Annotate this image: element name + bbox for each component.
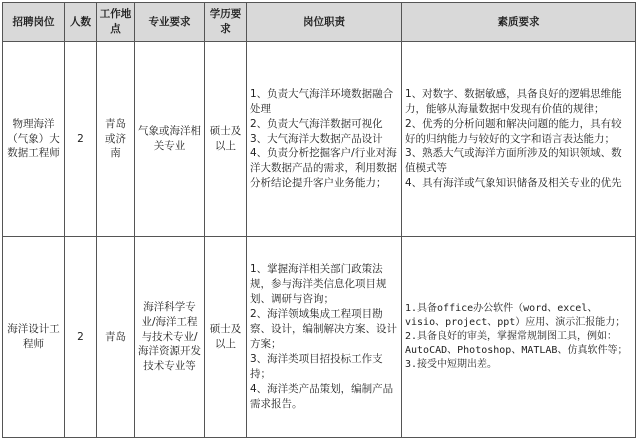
requirement-item: 3、熟悉大气或海洋方面所涉及的知识领域、数值模式等 bbox=[405, 147, 622, 175]
duties-cell bbox=[247, 237, 402, 438]
count-cell: 2 bbox=[65, 42, 97, 237]
requirements-cell bbox=[402, 237, 636, 438]
position-cell: 物理海洋（气象）大数据工程师 bbox=[3, 42, 65, 237]
requirement-item: 3.接受中短期出差。 bbox=[405, 359, 498, 371]
header-duties: 岗位职责 bbox=[247, 3, 402, 42]
requirements-cell bbox=[402, 42, 636, 237]
duty-item: 1、负责大气海洋环境数据融合处理 bbox=[250, 87, 394, 115]
header-row bbox=[3, 3, 636, 42]
table-row bbox=[3, 42, 636, 237]
header-requirements: 素质要求 bbox=[402, 3, 636, 42]
requirement-item: 4、具有海洋或气象知识储备及相关专业的优先 bbox=[405, 177, 622, 190]
major-cell: 海洋科学专业/海洋工程与技术专业/海洋资源开发技术专业等 bbox=[135, 237, 205, 438]
header-position: 招聘岗位 bbox=[3, 3, 65, 42]
recruitment-table bbox=[2, 2, 636, 438]
degree-cell: 硕士及以上 bbox=[205, 237, 247, 438]
duty-item: 3、大气海洋大数据产品设计 bbox=[250, 132, 383, 145]
requirement-item: 1、对数字、数据敏感，具备良好的逻辑思维能力，能够从海量数据中发现有价值的规律； bbox=[405, 87, 622, 115]
major-cell: 气象或海洋相关专业 bbox=[135, 42, 205, 237]
header-major: 专业要求 bbox=[135, 3, 205, 42]
duty-item: 1、掌握海洋相关部门政策法规，参与海洋类信息化项目规划、调研与咨询； bbox=[250, 263, 387, 306]
header-location: 工作地点 bbox=[97, 3, 135, 42]
duty-item: 4、海洋类产品策划，编制产品需求报告。 bbox=[250, 382, 394, 410]
table-row bbox=[3, 237, 636, 438]
duty-item: 2、负责大气海洋数据可视化 bbox=[250, 117, 383, 130]
requirement-item: 1.具备office办公软件（word、excel、visio、project、ppt）应用、演示汇报能力； bbox=[405, 302, 626, 328]
header-count: 人数 bbox=[65, 3, 97, 42]
requirement-item: 2.具备良好的审美，掌握常规制图工具，例如：AutoCAD、Photoshop、MATLAB、仿真软件等； bbox=[405, 330, 628, 357]
duty-item: 3、海洋类项目招投标工作支持； bbox=[250, 352, 383, 380]
count-cell: 2 bbox=[65, 237, 97, 438]
position-cell: 海洋设计工程师 bbox=[3, 237, 65, 438]
recruitment-table-wrapper bbox=[2, 2, 635, 438]
header-degree: 学历要求 bbox=[205, 3, 247, 42]
duty-item: 4、负责分析挖掘客户/行业对海洋大数据产品的需求，利用数据分析结论提升客户业务能力； bbox=[250, 147, 397, 190]
location-cell: 青岛 bbox=[97, 237, 135, 438]
location-cell: 青岛或济南 bbox=[97, 42, 135, 237]
degree-cell: 硕士及以上 bbox=[205, 42, 247, 237]
duty-item: 2、海洋领域集成工程项目勘察、设计，编制解决方案、设计方案； bbox=[250, 308, 397, 350]
duties-cell bbox=[247, 42, 402, 237]
requirement-item: 2、优秀的分析问题和解决问题的能力，具有较好的归纳能力与较好的文字和语言表达能力； bbox=[405, 117, 622, 145]
